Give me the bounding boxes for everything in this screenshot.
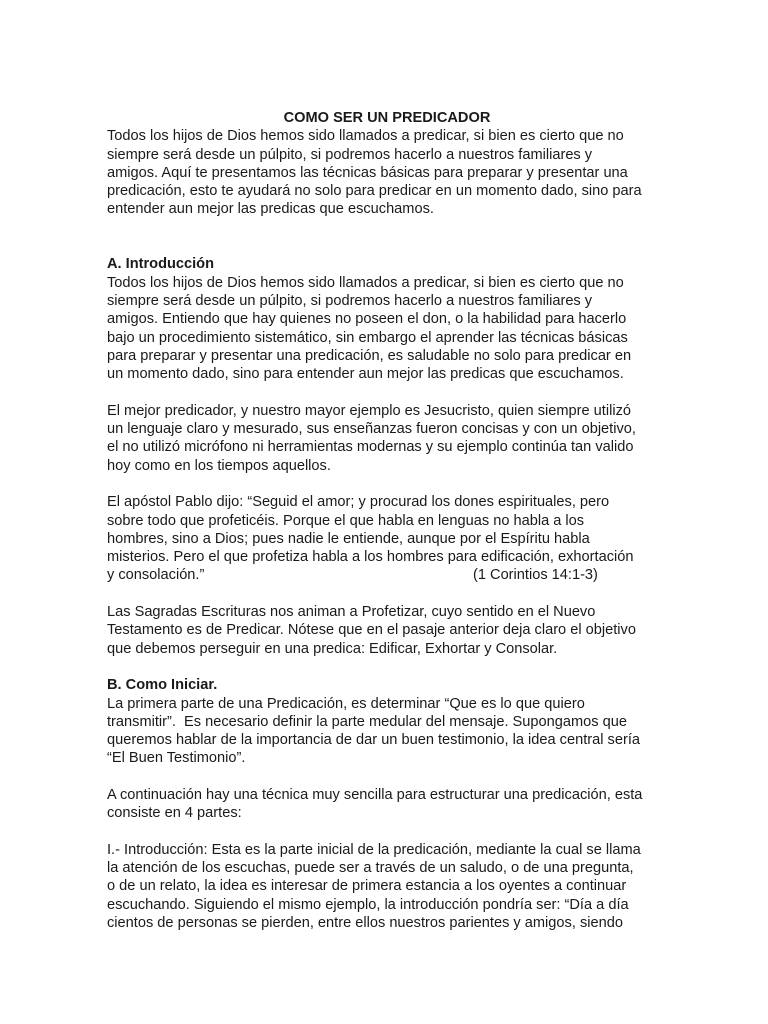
text-line: consiste en 4 partes: xyxy=(107,805,242,822)
text-fragment: y consolación.” xyxy=(107,567,205,584)
text-line: Todos los hijos de Dios hemos sido llamados a predicar, si bien es cierto que no xyxy=(107,274,624,291)
text-line: queremos hablar de la importancia de dar un buen testimonio, la idea central sería xyxy=(107,732,640,749)
text-line: o de un relato, la idea es interesar de primera estancia a los oyentes a continuar xyxy=(107,878,627,895)
section-a-paragraph-4 xyxy=(107,603,667,658)
section-b-paragraph-1 xyxy=(107,695,667,768)
section-b-paragraph-3 xyxy=(107,841,667,932)
section-a-paragraph-2 xyxy=(107,402,667,475)
document-title: COMO SER UN PREDICADOR xyxy=(283,110,491,126)
intro-paragraph xyxy=(107,127,667,218)
text-line: misterios. Pero el que profetiza habla a los hombres para edificación, exhortación xyxy=(107,549,634,566)
bible-reference: (1 Corintios 14:1-3) xyxy=(473,567,598,584)
text-line: siempre será desde un púlpito, si podremos hacerlo a nuestros familiares y xyxy=(107,146,593,163)
text-line: El mejor predicador, y nuestro mayor ejemplo es Jesucristo, quien siempre utilizó xyxy=(107,402,631,419)
text-line: sobre todo que profeticéis. Porque el que habla en lenguas no habla a los xyxy=(107,512,585,529)
text-line: Las Sagradas Escrituras nos animan a Profetizar, cuyo sentido en el Nuevo xyxy=(107,604,596,621)
text-line: la atención de los escuchas, puede ser a través de un saludo, o de una pregunta, xyxy=(107,860,634,877)
document-page xyxy=(107,109,667,932)
text-line: un momento dado, sino para entender aun mejor las predicas que escuchamos. xyxy=(107,366,624,383)
text-line: hombres, sino a Dios; pues nadie le entiende, aunque por el Espíritu habla xyxy=(107,530,590,547)
section-a-paragraph-1 xyxy=(107,274,667,384)
text-line: Testamento es de Predicar. Nótese que en el pasaje anterior deja claro el objetivo xyxy=(107,622,636,639)
text-line-with-reference xyxy=(107,566,667,584)
text-line: I.- Introducción: Esta es la parte inicial de la predicación, mediante la cual se llama xyxy=(107,841,641,858)
text-line: transmitir”. Es necesario definir la parte medular del mensaje. Supongamos que xyxy=(107,713,627,730)
text-line: que debemos perseguir en una predica: Edificar, Exhortar y Consolar. xyxy=(107,640,558,657)
text-line: El apóstol Pablo dijo: “Seguid el amor; y procurad los dones espirituales, pero xyxy=(107,494,610,511)
text-line: predicación, esto te ayudará no solo para predicar en un momento dado, sino para xyxy=(107,183,642,200)
text-line: amigos. Aquí te presentamos las técnicas básicas para preparar y presentar una xyxy=(107,164,628,181)
text-line: cientos de personas se pierden, entre ellos nuestros parientes y amigos, siendo xyxy=(107,915,623,932)
section-b-paragraph-2 xyxy=(107,786,667,823)
text-line: hoy como en los tiempos aquellos. xyxy=(107,457,331,474)
text-line: bajo un procedimiento sistemático, sin embargo el aprender las técnicas básicas xyxy=(107,329,628,346)
section-a-heading: A. Introducción xyxy=(107,256,215,273)
text-line: escuchando. Siguiendo el mismo ejemplo, la introducción pondría ser: “Día a día xyxy=(107,896,629,913)
section-b-heading: B. Como Iniciar. xyxy=(107,677,218,694)
text-line: La primera parte de una Predicación, es determinar “Que es lo que quiero xyxy=(107,695,585,712)
text-line: entender aun mejor las predicas que escuchamos. xyxy=(107,201,434,218)
text-line: Todos los hijos de Dios hemos sido llamados a predicar, si bien es cierto que no xyxy=(107,128,624,145)
text-line: amigos. Entiendo que hay quienes no poseen el don, o la habilidad para hacerlo xyxy=(107,311,627,328)
text-line: “El Buen Testimonio”. xyxy=(107,750,246,767)
text-line: siempre será desde un púlpito, si podremos hacerlo a nuestros familiares y xyxy=(107,292,593,309)
text-line: A continuación hay una técnica muy sencilla para estructurar una predicación, esta xyxy=(107,786,643,803)
section-a-paragraph-3 xyxy=(107,493,667,584)
text-line: para preparar y presentar una predicación, es saludable no solo para predicar en xyxy=(107,347,632,364)
text-line: el no utilizó micrófono ni herramientas modernas y su ejemplo continúa tan valido xyxy=(107,439,634,456)
text-line: un lenguaje claro y mesurado, sus enseñanzas fueron concisas y con un objetivo, xyxy=(107,421,636,438)
